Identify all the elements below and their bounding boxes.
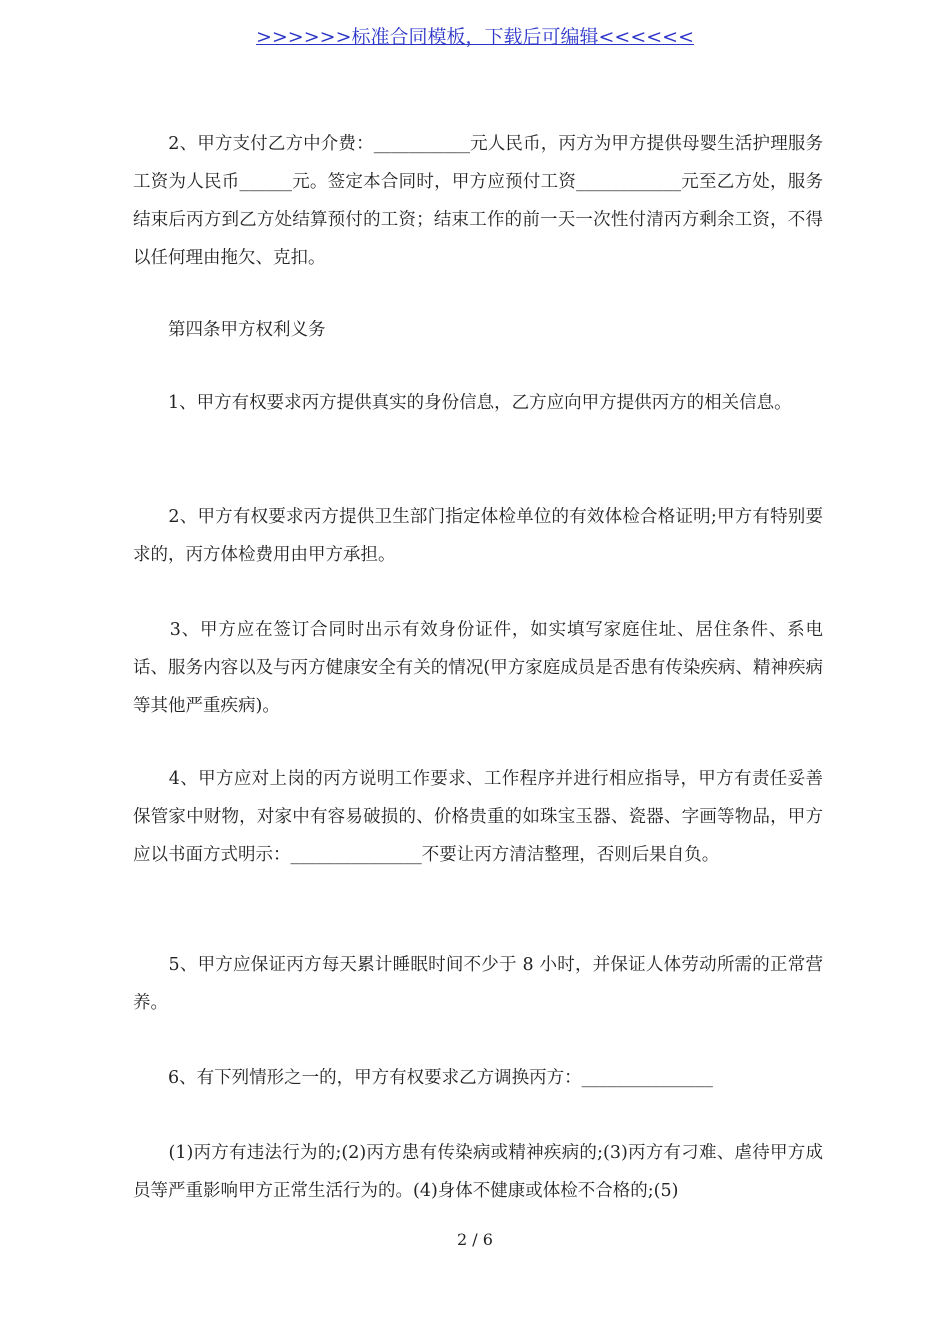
clause-paragraph-id-documents: 3、甲方应在签订合同时出示有效身份证件，如实填写家庭住址、居住条件、系电话、服务内容以及与丙方健康安全有关的情况(甲方家庭成员是否患有传染疾病、精神疾病等其他严重疾病)。	[133, 620, 823, 716]
page-number: 2 / 6	[457, 1230, 493, 1249]
template-download-link[interactable]: >>>>>>标准合同模板，下载后可编辑<<<<<<	[255, 26, 695, 48]
clause-paragraph-work-guidance: 4、甲方应对上岗的丙方说明工作要求、工作程序并进行相应指导，甲方有责任妥善保管家中财物，对家中有容易破损的、价格贵重的如珠宝玉器、瓷器、字画等物品，甲方应以书面方式明示：_______________不要让丙方清洁整理，否则后果自负。	[133, 769, 823, 865]
clause-paragraph-replacement-right: 6、有下列情形之一的，甲方有权要求乙方调换丙方：_______________	[133, 1068, 713, 1088]
clause-paragraph-identity-info: 1、甲方有权要求丙方提供真实的身份信息，乙方应向甲方提供丙方的相关信息。	[133, 393, 792, 413]
clause-paragraph-fee-payment: 2、甲方支付乙方中介费：___________元人民币，丙方为甲方提供母婴生活护理服务工资为人民币______元。签定本合同时，甲方应预付工资____________元至乙方处，服务结束后丙方到乙方处结算预付的工资；结束工作的前一天一次性付清丙方剩余工资，不得以任何理由拖欠、克扣。	[133, 134, 823, 268]
clause-paragraph-health-certificate: 2、甲方有权要求丙方提供卫生部门指定体检单位的有效体检合格证明;甲方有特别要求的，丙方体检费用由甲方承担。	[133, 507, 823, 565]
section-heading-party-a-rights: 第四条甲方权利义务	[133, 320, 326, 340]
clause-paragraph-sleep-nutrition: 5、甲方应保证丙方每天累计睡眠时间不少于 8 小时，并保证人体劳动所需的正常营养。	[133, 955, 823, 1013]
clause-paragraph-replacement-conditions: (1)丙方有违法行为的;(2)丙方患有传染病或精神疾病的;(3)丙方有刁难、虐待甲方成员等严重影响甲方正常生活行为的。(4)身体不健康或体检不合格的;(5)	[133, 1143, 823, 1201]
